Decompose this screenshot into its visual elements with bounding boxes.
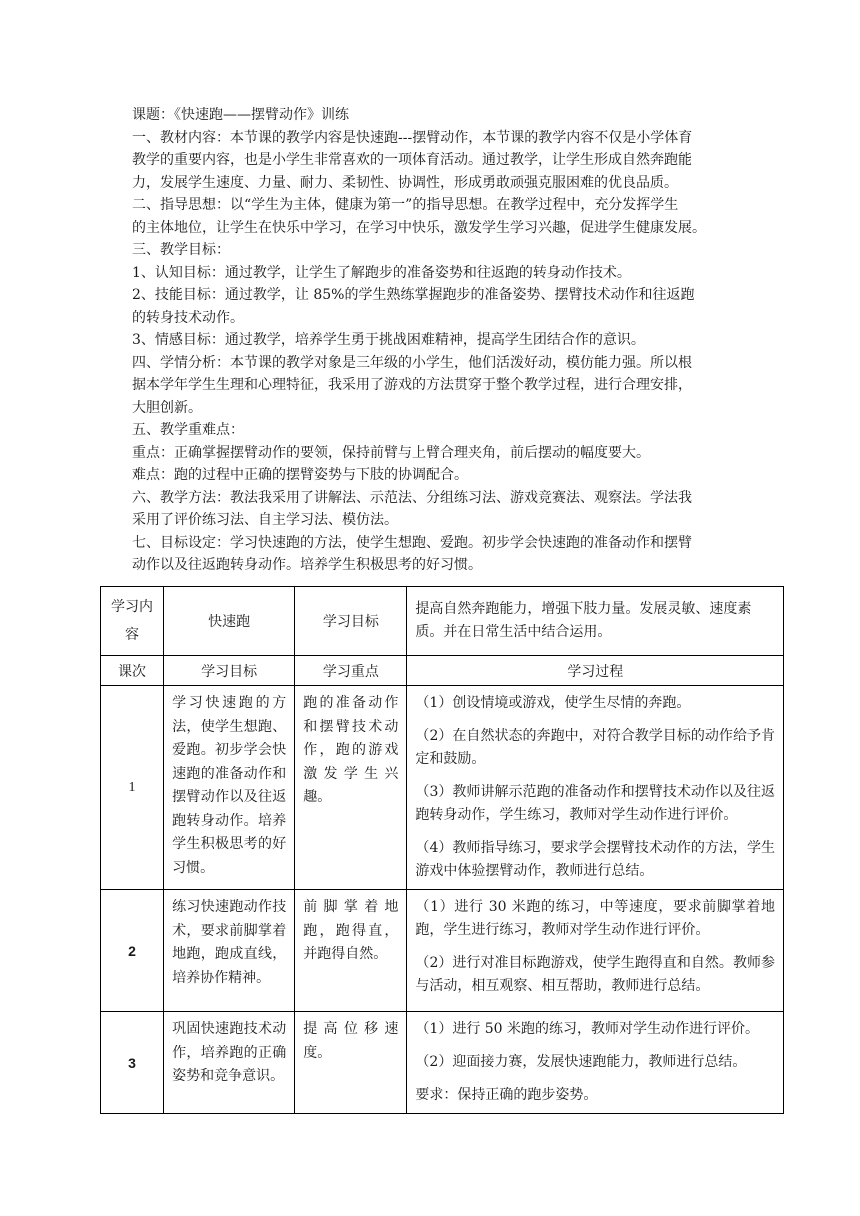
- process-step: 要求：保持正确的跑步姿势。: [415, 1087, 598, 1103]
- header-learning-focus: 学习重点: [295, 656, 407, 686]
- text-line: 采用了评价练习法、自主学习法、模仿法。: [132, 512, 398, 528]
- process-step: （1）进行 50 米跑的练习，教师对学生动作进行评价。: [415, 1021, 760, 1037]
- text-line: 七、目标设定：学习快速跑的方法，使学生想跑、爱跑。初步学会快速跑的准备动作和摆臂: [132, 534, 692, 551]
- text-line: 一、教材内容：本节课的教学内容是快速跑---摆臂动作，本节课的教学内容不仅是小学体育: [132, 129, 693, 146]
- cell-fast-run: 快速跑: [164, 587, 295, 656]
- process-step: （2）在自然状态的奔跑中，对符合教学目标的动作给予肯定和鼓励。: [415, 728, 775, 767]
- text-line: 动作以及往返跑转身动作。培养学生积极思考的好习惯。: [132, 557, 482, 573]
- table-row: [101, 686, 784, 890]
- text-line: 2、技能目标：通过教学，让 85%的学生熟练掌握跑步的准备姿势、摆臂技术动作和往返跑: [132, 287, 695, 303]
- lesson-focus: 提高位移速度。: [295, 1012, 407, 1114]
- lesson-process: [407, 890, 784, 1012]
- text-line: 据本学年学生生理和心理特征，我采用了游戏的方法贯穿于整个教学过程，进行合理安排，: [132, 377, 692, 393]
- text-line: 大胆创新。: [132, 399, 202, 416]
- table-header-row: [101, 656, 784, 686]
- lesson-process: [407, 1012, 784, 1114]
- lesson-goal: 学习快速跑的方法，使学生想跑、爱跑。初步学会快速跑的准备动作和摆臂动作以及往返跑转身动作。培养学生积极思考的好习惯。: [164, 686, 295, 890]
- process-step: （3）教师讲解示范跑的准备动作和摆臂技术动作以及往返跑转身动作，学生练习，教师对学生动作进行评价。: [415, 784, 775, 823]
- cell-learning-goal-label: 学习目标: [295, 587, 407, 656]
- lesson-focus: 跑的准备动作和摆臂技术动作，跑的游戏激发学生兴趣。: [295, 686, 407, 890]
- text-line: 重点：正确掌握摆臂动作的要领，保持前臂与上臂合理夹角，前后摆动的幅度要大。: [132, 444, 650, 461]
- lesson-number: 2: [101, 890, 164, 1012]
- cell-learning-content-label: 学习内容: [101, 587, 164, 656]
- lesson-plan-table: [100, 586, 784, 1114]
- text-line: 教学的重要内容，也是小学生非常喜欢的一项体育活动。通过教学，让学生形成自然奔跑能: [132, 152, 692, 168]
- lesson-number: 1: [101, 686, 164, 890]
- text-line: 二、指导思想：以“学生为主体，健康为第一”的指导思想。在教学过程中，充分发挥学生: [132, 197, 679, 213]
- text-line: 的主体地位，让学生在快乐中学习，在学习中快乐，激发学生学习兴趣，促进学生健康发展。: [132, 219, 706, 236]
- table-row-content: [101, 587, 784, 656]
- text-line: 3、情感目标：通过教学，培养学生勇于挑战困难精神，提高学生团结合作的意识。: [132, 332, 645, 348]
- table-row: [101, 890, 784, 1012]
- text-line: 六、教学方法：教法我采用了讲解法、示范法、分组练习法、游戏竞赛法、观察法。学法我: [132, 489, 692, 506]
- text-line: 1、认知目标：通过教学，让学生了解跑步的准备姿势和往返跑的转身动作技术。: [132, 264, 631, 281]
- lesson-process: [407, 686, 784, 890]
- text-line: 难点：跑的过程中正确的摆臂姿势与下肢的协调配合。: [132, 467, 468, 483]
- section-heading: 五、教学重难点：: [132, 422, 244, 438]
- process-step: （1）创设情境或游戏，使学生尽情的奔跑。: [415, 695, 691, 711]
- process-step: （2）进行对准目标跑游戏，使学生跑得直和自然。教师参与活动，相互观察、相互帮助，教师进行总结。: [415, 955, 775, 994]
- lesson-number: 3: [101, 1012, 164, 1114]
- title-line: 课题：《快速跑——摆臂动作》训练: [132, 107, 349, 123]
- header-learning-process: 学习过程: [407, 656, 784, 686]
- process-step: （1）进行 30 米跑的练习，中等速度，要求前脚掌着地跑，学生进行练习，教师对学生动作进行评价。: [415, 899, 775, 938]
- cell-learning-goal-text: 提高自然奔跑能力，增强下肢力量。发展灵敏、速度素质。并在日常生活中结合运用。: [407, 587, 784, 656]
- lesson-goal: 巩固快速跑技术动作，培养跑的正确姿势和竞争意识。: [164, 1012, 295, 1114]
- header-learning-goal: 学习目标: [164, 656, 295, 686]
- lesson-plan-text: [132, 104, 732, 577]
- table-row: [101, 1012, 784, 1114]
- header-lesson-number: 课次: [101, 656, 164, 686]
- lesson-goal: 练习快速跑动作技术，要求前脚掌着地跑，跑成直线，培养协作精神。: [164, 890, 295, 1012]
- text-line: 四、学情分析：本节课的教学对象是三年级的小学生，他们活泼好动，模仿能力强。所以根: [132, 354, 692, 371]
- text-line: 的转身技术动作。: [132, 309, 244, 326]
- process-step: （2）迎面接力赛，发展快速跑能力，教师进行总结。: [415, 1054, 747, 1070]
- text-line: 力，发展学生速度、力量、耐力、柔韧性、协调性，形成勇敢顽强克服困难的优良品质。: [132, 174, 678, 191]
- lesson-focus: 前脚掌着地跑，跑得直，并跑得自然。: [295, 890, 407, 1012]
- section-heading: 三、教学目标：: [132, 242, 230, 258]
- process-step: （4）教师指导练习，要求学会摆臂技术动作的方法，学生游戏中体验摆臂动作，教师进行总结。: [415, 840, 775, 879]
